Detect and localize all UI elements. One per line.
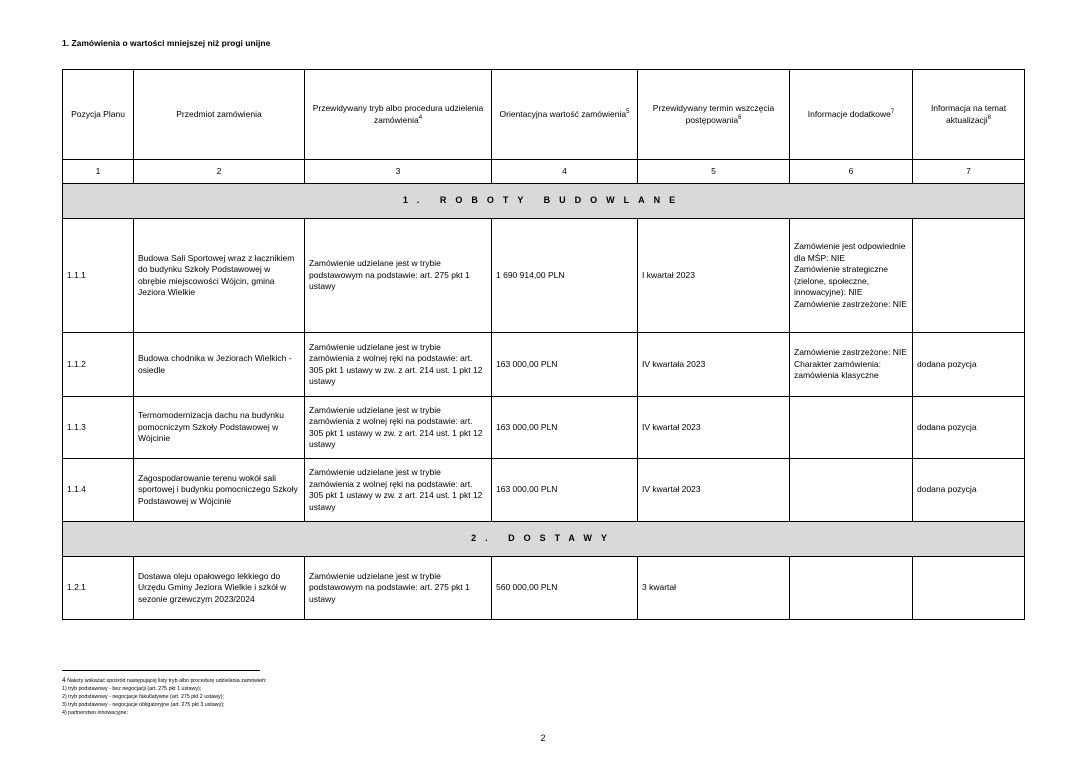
column-number: 5 [638, 160, 790, 184]
footnotes [62, 677, 662, 717]
mode-cell: Zamówienie udzielane jest w trybie podstawowym na podstawie: art. 275 pkt 1 ustawy [305, 557, 492, 620]
term-cell: 3 kwartał [638, 557, 790, 620]
column-number: 6 [790, 160, 913, 184]
info-cell [790, 459, 913, 522]
mode-cell: Zamówienie udzielane jest w trybie podstawowym na podstawie: art. 275 pkt 1 ustawy [305, 219, 492, 333]
page-heading: 1. Zamówienia o wartości mniejszej niż progi unijne [62, 38, 271, 48]
footnote-item: 1) tryb podstawowy - bez negocjacji (art. 275 pkt 1 ustawy); [62, 686, 202, 692]
procurement-plan-table [62, 69, 1025, 620]
subject-cell: Zagospodarowanie terenu wokół sali sportowej i budynku pomocniczego Szkoły Podstawowej w Wójcinie [134, 459, 305, 522]
position-cell: 1.1.2 [63, 333, 134, 397]
mode-cell: Zamówienie udzielane jest w trybie zamówienia z wolnej ręki na podstawie: art. 305 pkt 1 ustawy w zw. z art. 214 ust. 1 pkt 12 ustawy [305, 459, 492, 522]
table-row [63, 557, 1025, 620]
info-cell: Zamówienie jest odpowiednie dla MŚP: NIE Zamówienie strategiczne (zielone, społeczne, innowacyjne): NIE Zamówienie zastrzeżone: NIE [790, 219, 913, 333]
update-cell [913, 557, 1025, 620]
section-title: 2. DOSTAWY [63, 522, 1025, 557]
subject-cell: Termomodernizacja dachu na budynku pomocniczym Szkoły Podstawowej w Wójcinie [134, 397, 305, 459]
column-number: 2 [134, 160, 305, 184]
subject-cell: Budowa Sali Sportowej wraz z łacznikiem do budynku Szkoły Podstawowej w obrębie miejscowości Wójcin, gmina Jeziora Wielkie [134, 219, 305, 333]
column-number: 7 [913, 160, 1025, 184]
column-header: Pozycja Planu [63, 70, 134, 160]
column-header: Przewidywany tryb albo procedura udzielenia zamówienia$^4$ [305, 70, 492, 160]
update-cell [913, 219, 1025, 333]
table-row [63, 397, 1025, 459]
value-cell: 163 000,00 PLN [492, 397, 638, 459]
table-row [63, 219, 1025, 333]
value-cell: 560 000,00 PLN [492, 557, 638, 620]
column-header: Informacja na temat aktualizacji$^8$ [913, 70, 1025, 160]
term-cell: I kwartał 2023 [638, 219, 790, 333]
subject-cell: Budowa chodnika w Jeziorach Wielkich - osiedle [134, 333, 305, 397]
section-header-row [63, 522, 1025, 557]
position-cell: 1.1.1 [63, 219, 134, 333]
column-number: 1 [63, 160, 134, 184]
footnote-divider [62, 670, 260, 671]
value-cell: 163 000,00 PLN [492, 459, 638, 522]
mode-cell: Zamówienie udzielane jest w trybie zamówienia z wolnej ręki na podstawie: art. 305 pkt 1 ustawy w zw. z art. 214 ust. 1 pkt 12 ustawy [305, 333, 492, 397]
term-cell: IV kwartał 2023 [638, 459, 790, 522]
footnote-mark: 4 [62, 677, 66, 684]
info-cell: Zamówienie zastrzeżone: NIE Charakter zamówienia: zamówienia klasyczne [790, 333, 913, 397]
footnote-intro: 4 Należy wskazać spośród następującej listy tryb albo procedurę udzielania zamówień: [62, 677, 267, 684]
term-cell: IV kwartała 2023 [638, 333, 790, 397]
section-title: 1. ROBOTY BUDOWLANE [63, 184, 1025, 219]
term-cell: IV kwartał 2023 [638, 397, 790, 459]
column-number: 3 [305, 160, 492, 184]
position-cell: 1.1.4 [63, 459, 134, 522]
column-number: 4 [492, 160, 638, 184]
update-cell: dodana pozycja [913, 459, 1025, 522]
footnote-item: 4) partnerstwo innowacyjne; [62, 710, 128, 716]
column-header: Przedmiot zamówienia [134, 70, 305, 160]
table-row [63, 333, 1025, 397]
footnote-item: 3) tryb podstawowy - negocjacje obligatoryjne (art. 275 pkt 3 ustawy); [62, 702, 225, 708]
mode-cell: Zamówienie udzielane jest w trybie zamówienia z wolnej ręki na podstawie: art. 305 pkt 1 ustawy w zw. z art. 214 ust. 1 pkt 12 ustawy [305, 397, 492, 459]
footnote-item: 2) tryb podstawowy - negocjacje fakultatywne (art. 275 pkt 2 ustawy); [62, 694, 224, 700]
info-cell [790, 557, 913, 620]
page-number: 2 [540, 733, 546, 743]
update-cell: dodana pozycja [913, 333, 1025, 397]
column-header: Orientacyjna wartość zamówienia$^5$ [492, 70, 638, 160]
subject-cell: Dostawa oleju opałowego lekkiego do Urzędu Gminy Jeziora Wielkie i szkół w sezonie grzewczym 2023/2024 [134, 557, 305, 620]
column-number-row [63, 160, 1025, 184]
position-cell: 1.2.1 [63, 557, 134, 620]
table-row [63, 459, 1025, 522]
header-row [63, 70, 1025, 160]
section-header-row [63, 184, 1025, 219]
column-header: Informacje dodatkowe$^7$ [790, 70, 913, 160]
value-cell: 163 000,00 PLN [492, 333, 638, 397]
update-cell: dodana pozycja [913, 397, 1025, 459]
position-cell: 1.1.3 [63, 397, 134, 459]
value-cell: 1 690 914,00 PLN [492, 219, 638, 333]
column-header: Przewidywany termin wszczęcia postępowania$^6$ [638, 70, 790, 160]
info-cell [790, 397, 913, 459]
